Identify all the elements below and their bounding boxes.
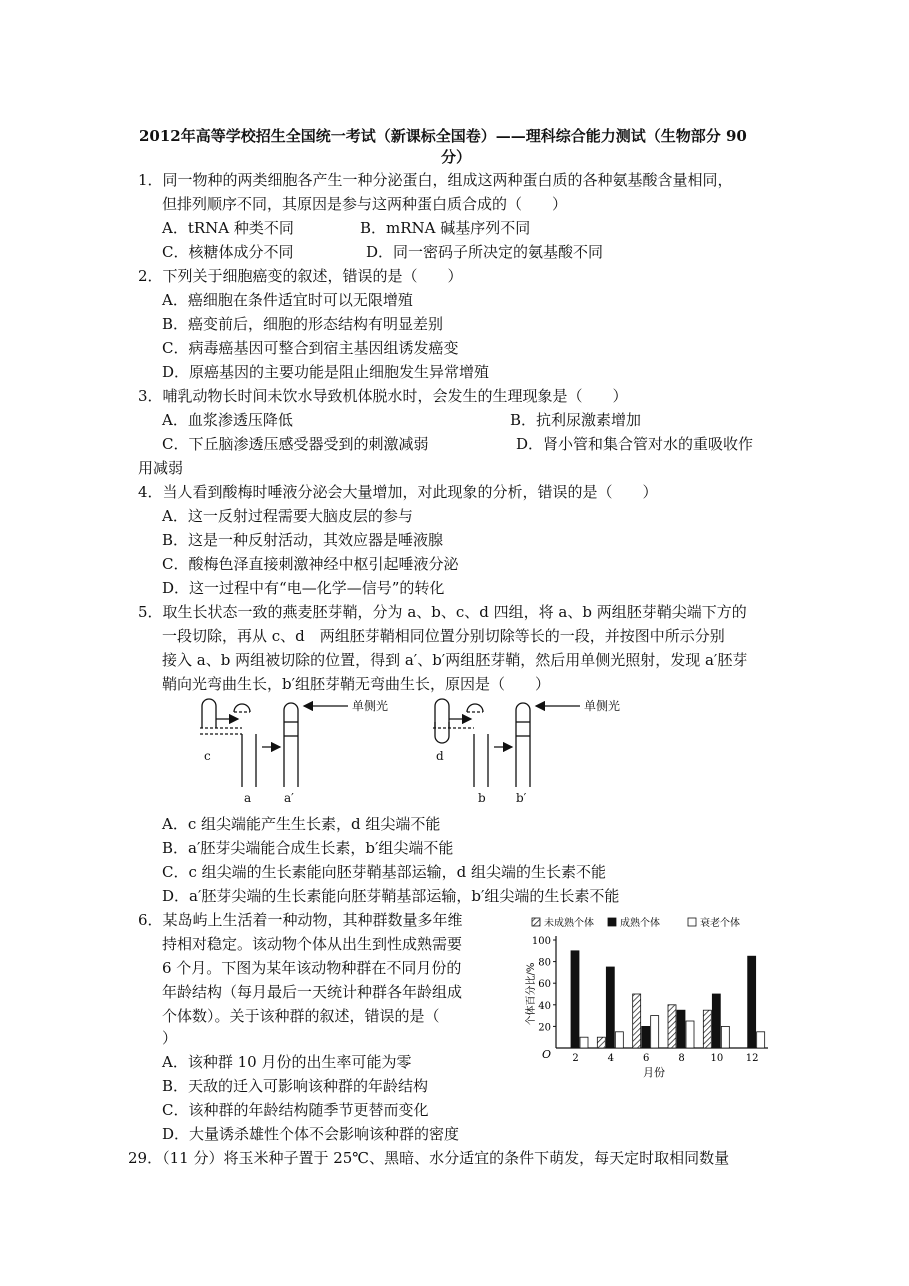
bar-未成熟个体 [633, 994, 641, 1048]
q2-option-c: C．病毒癌基因可整合到宿主基因组诱发癌变 [162, 339, 459, 357]
bar-衰老个体 [757, 1032, 765, 1048]
legend-swatch [608, 918, 616, 926]
bar-衰老个体 [615, 1032, 623, 1048]
y-tick-label: 80 [538, 957, 551, 969]
q6-stem-l3: 6 个月。下图为某年该动物种群在不同月份的 [162, 959, 462, 977]
q2-option-d: D．原癌基因的主要功能是阻止细胞发生异常增殖 [162, 363, 490, 381]
y-tick-label: 40 [538, 1000, 551, 1012]
legend-label: 未成熟个体 [544, 918, 594, 929]
q4-stem: 4．当人看到酸梅时唾液分泌会大量增加，对此现象的分析，错误的是（ ） [138, 483, 658, 501]
q1-option-d: D．同一密码子所决定的氨基酸不同 [366, 243, 604, 261]
q5-option-d: D．a′胚芽尖端的生长素能向胚芽鞘基部运输，b′组尖端的生长素不能 [162, 887, 620, 905]
q1-option-b: B．mRNA 碱基序列不同 [360, 219, 531, 237]
coleoptile-b [474, 734, 488, 787]
x-axis-label: 月份 [643, 1066, 665, 1079]
legend-label: 衰老个体 [700, 918, 740, 929]
bar-成熟个体 [606, 967, 614, 1048]
q6-option-b: B．天敌的迁入可影响该种群的年龄结构 [162, 1077, 429, 1095]
q2-stem: 2．下列关于细胞癌变的叙述，错误的是（ ） [138, 267, 463, 285]
bar-衰老个体 [686, 1021, 694, 1048]
q6-stem-l2: 持相对稳定。该动物个体从出生到性成熟需要 [162, 935, 463, 953]
q5-option-a: A．c 组尖端能产生生长素，d 组尖端不能 [162, 815, 441, 833]
q5-stem-cont1: 一段切除，再从 c、d 两组胚芽鞘相同位置分别切除等长的一段，并按图中所示分别 [162, 627, 725, 645]
chart-legend [532, 916, 740, 929]
q4-option-d: D．这一过程中有“电—化学—信号”的转化 [162, 579, 445, 597]
legend-swatch [532, 918, 540, 926]
bar-成熟个体 [642, 1026, 650, 1048]
q5-option-c: C．c 组尖端的生长素能向胚芽鞘基部运输，d 组尖端的生长素不能 [162, 863, 607, 881]
bar-成熟个体 [677, 1010, 685, 1048]
label-c: c [204, 749, 211, 763]
exam-title-line2: 分） [441, 148, 472, 166]
coleoptile-c [200, 699, 250, 734]
y-tick-label: 100 [531, 936, 551, 947]
q1-stem: 1．同一物种的两类细胞各产生一种分泌蛋白，组成这两种蛋白质的各种氨基酸含量相同， [138, 171, 733, 189]
bar-成熟个体 [571, 951, 579, 1048]
age-structure-chart [522, 914, 792, 1084]
x-tick-label: 8 [678, 1053, 685, 1064]
bar-衰老个体 [721, 1026, 729, 1048]
q2-option-a: A．癌细胞在条件适宜时可以无限增殖 [162, 291, 413, 309]
coleoptile-a [242, 734, 256, 787]
q1-option-a: A．tRNA 种类不同 [162, 219, 294, 237]
legend-label: 成熟个体 [620, 918, 660, 929]
label-b: b [478, 791, 486, 805]
q4-option-c: C．酸梅色泽直接刺激神经中枢引起唾液分泌 [162, 555, 459, 573]
q4-option-a: A．这一反射过程需要大脑皮层的参与 [162, 507, 413, 525]
q6-option-a: A．该种群 10 月份的出生率可能为零 [162, 1053, 412, 1071]
y-tick-label: 60 [538, 979, 551, 991]
q6-option-d: D．大量诱杀雄性个体不会影响该种群的密度 [162, 1125, 460, 1143]
coleoptile-a2 [284, 703, 298, 787]
label-a2: a′ [284, 791, 294, 805]
q3-option-b: B．抗利尿激素增加 [510, 411, 642, 429]
y-tick-label: 20 [538, 1022, 551, 1034]
label-a: a [244, 791, 252, 805]
q5-stem-cont2: 接入 a、b 两组被切除的位置，得到 a′、b′两组胚芽鞘，然后用单侧光照射，发现 a′胚芽 [162, 651, 748, 669]
q6-stem-l1: 6．某岛屿上生活着一种动物，其种群数量多年维 [138, 911, 463, 929]
coleoptile-b2 [516, 703, 530, 787]
q4-option-b: B．这是一种反射活动，其效应器是唾液腺 [162, 531, 444, 549]
bar-成熟个体 [748, 956, 756, 1048]
q3-stem: 3．哺乳动物长时间未饮水导致机体脱水时，会发生的生理现象是（ ） [138, 387, 628, 405]
x-tick-label: 2 [572, 1053, 579, 1064]
q1-stem-cont: 但排列顺序不同，其原因是参与这两种蛋白质合成的（ ） [162, 195, 568, 213]
coleoptile-figure [180, 692, 620, 810]
legend-swatch [688, 918, 696, 926]
light-label-2: 单侧光 [584, 699, 620, 713]
q1-option-c: C．核糖体成分不同 [162, 243, 294, 261]
y-axis-label: 个体百分比/% [526, 962, 537, 1026]
chart-axes [524, 936, 768, 1079]
q6-stem-l6: ） [162, 1029, 178, 1047]
x-tick-label: 10 [710, 1053, 724, 1064]
bar-衰老个体 [580, 1037, 588, 1048]
x-tick-label: 4 [607, 1053, 615, 1064]
q3-option-d-cont: 用减弱 [138, 459, 184, 477]
label-d: d [436, 749, 444, 763]
bar-未成熟个体 [597, 1037, 605, 1048]
bar-衰老个体 [651, 1016, 659, 1048]
q5-stem-cont3: 鞘向光弯曲生长，b′组胚芽鞘无弯曲生长，原因是（ ） [162, 675, 551, 693]
q5-stem: 5．取生长状态一致的燕麦胚芽鞘，分为 a、b、c、d 四组，将 a、b 两组胚芽鞘尖端下方的 [138, 603, 747, 621]
q2-option-b: B．癌变前后，细胞的形态结构有明显差别 [162, 315, 444, 333]
bar-未成熟个体 [668, 1005, 676, 1048]
chart-bars [571, 951, 765, 1048]
coleoptile-d [433, 699, 483, 743]
q29-stem: 29．（11 分）将玉米种子置于 25℃、黑暗、水分适宜的条件下萌发，每天定时取相同数量 [128, 1149, 730, 1167]
x-tick-label: 12 [745, 1053, 759, 1064]
q6-stem-l5: 个体数）。关于该种群的叙述，错误的是（ [162, 1007, 440, 1025]
exam-title-line1: 2012年高等学校招生全国统一考试（新课标全国卷）——理科综合能力测试（生物部分 90 [139, 127, 747, 145]
q6-option-c: C．该种群的年龄结构随季节更替而变化 [162, 1101, 429, 1119]
q5-option-b: B．a′胚芽尖端能合成生长素，b′组尖端不能 [162, 839, 454, 857]
q3-option-d: D．肾小管和集合管对水的重吸收作 [516, 435, 754, 453]
q3-option-a: A．血浆渗透压降低 [162, 411, 293, 429]
label-b2: b′ [516, 791, 527, 805]
bar-未成熟个体 [703, 1010, 711, 1048]
q6-stem-l4: 年龄结构（每月最后一天统计种群各年龄组成 [162, 983, 463, 1001]
q3-option-c: C．下丘脑渗透压感受器受到的刺激减弱 [162, 435, 429, 453]
light-label-1: 单侧光 [352, 699, 389, 713]
origin-label: O [542, 1048, 552, 1061]
x-tick-label: 6 [642, 1053, 650, 1064]
bar-成熟个体 [712, 994, 720, 1048]
